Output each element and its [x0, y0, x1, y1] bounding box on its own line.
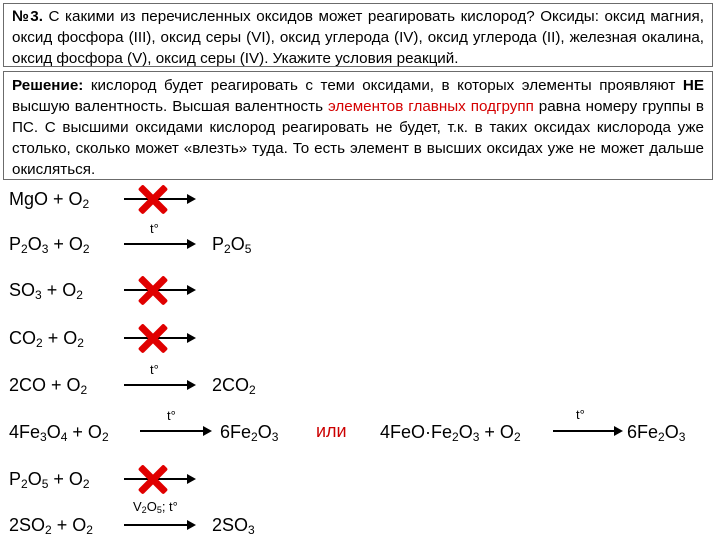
reaction-6-condition: t°: [167, 408, 176, 423]
reaction-1-cross-icon: [138, 185, 168, 215]
reaction-6-alt-arrow: [553, 426, 623, 436]
solution-part3: равна номеру группы в ПС. С высшими оксидами кислород реагировать не будет, т.к. в таких оксидах кислорода уже столько, сколько может «влезть» туда. То есть элемент в высших оксидах уже не может дальше окисляться.: [12, 98, 704, 178]
reaction-3-reactants: $SO_3 + O_2$: [9, 280, 83, 302]
solution-bold: НЕ: [682, 77, 704, 94]
solution-highlight: элементов главных подгрупп: [328, 98, 534, 115]
reaction-5-condition: t°: [150, 362, 159, 377]
reaction-4-reactants: $CO_2 + O_2$: [9, 328, 84, 350]
reaction-2-condition: t°: [150, 221, 159, 236]
reaction-6-product: $6Fe_2O_3$: [220, 422, 279, 444]
reaction-2-arrow: [124, 239, 196, 249]
reaction-2-product: $P_2O_5$: [212, 234, 252, 256]
reaction-6-alt-condition: t°: [576, 407, 585, 422]
solution-box: [3, 71, 713, 180]
reaction-8-reactants: $2SO_2 + O_2$: [9, 515, 93, 537]
reaction-5-product: $2CO_2$: [212, 375, 256, 397]
reaction-5-arrow: [124, 380, 196, 390]
alternative-word: или: [316, 421, 347, 441]
reaction-7-reactants: $P_2O_5 + O_2$: [9, 469, 90, 491]
question-number: №3.: [12, 8, 43, 25]
question-text: №3. С какими из перечисленных оксидов может реагировать кислород? Оксиды: оксид магния, оксид фосфора (III), оксид серы (VI), оксид углерода (IV), оксид углерода (II), железная окалина, оксид фосфора (V), оксид серы (IV). Укажите условия реакций.: [12, 8, 704, 67]
solution-part1: кислород будет реагировать с теми оксидами, в которых элементы проявляют: [83, 77, 683, 94]
reaction-6-arrow: [140, 426, 212, 436]
reaction-5-reactants: $2CO + O_2$: [9, 375, 88, 397]
reaction-8-condition: $V_2O_5$; t°: [133, 499, 178, 515]
solution-part2: высшую валентность. Высшая валентность: [12, 98, 328, 115]
reaction-8-product: $2SO_3$: [212, 515, 255, 537]
reaction-6-reactants: $4Fe_3O_4 + O_2$: [9, 422, 109, 444]
reaction-7-cross-icon: [138, 465, 168, 495]
reaction-8-arrow: [124, 520, 196, 530]
reaction-6-alt-reactants: $4FeO\cdot Fe_2O_3 + O_2$: [380, 422, 521, 444]
reaction-2-reactants: $P_2O_3 + O_2$: [9, 234, 90, 256]
reaction-4-cross-icon: [138, 324, 168, 354]
solution-text: [12, 75, 704, 180]
reaction-3-cross-icon: [138, 276, 168, 306]
question-box: [3, 3, 713, 67]
reaction-6-alt-product: $6Fe_2O_3$: [627, 422, 686, 444]
solution-label: Решение:: [12, 77, 84, 94]
reaction-1-reactants: MgO + $O_2$: [9, 189, 90, 211]
